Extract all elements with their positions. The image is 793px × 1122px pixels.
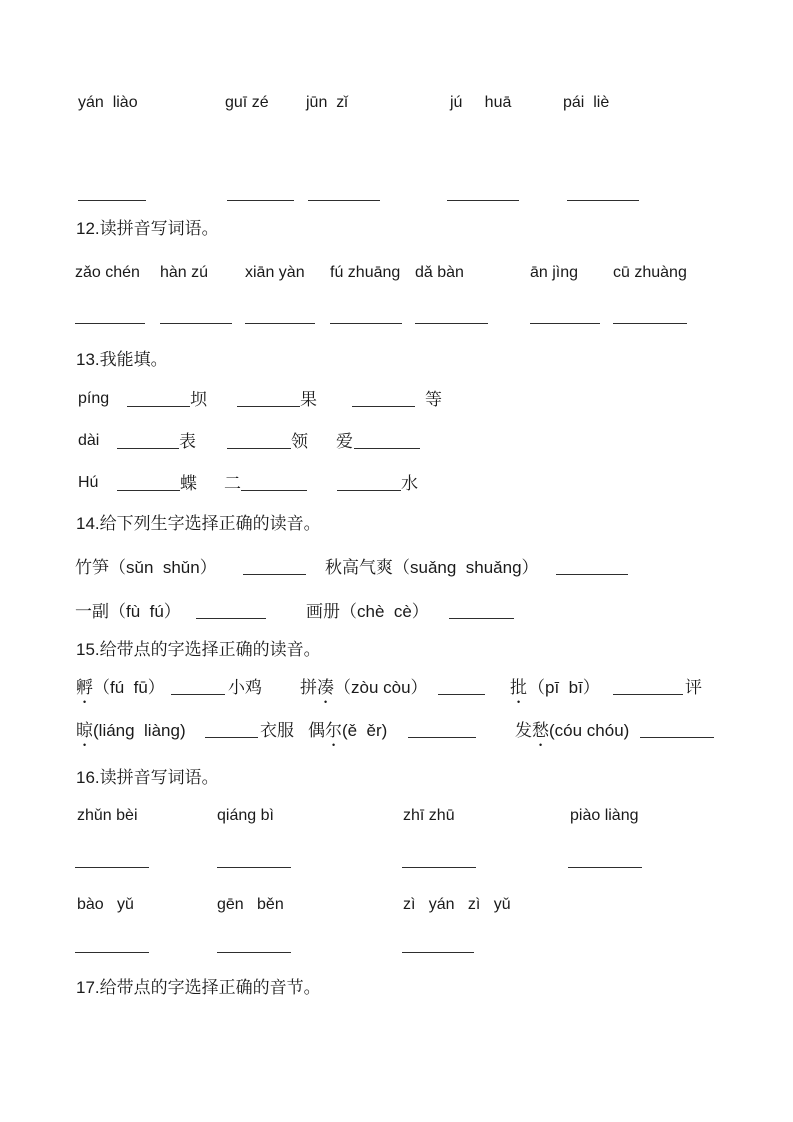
blank-line — [402, 850, 476, 868]
blank-line — [227, 183, 294, 201]
blank-line — [354, 431, 420, 449]
question-17 — [0, 976, 793, 1004]
blank-line — [205, 720, 258, 738]
chinese-char: 表 — [179, 432, 196, 451]
blank-line — [75, 850, 149, 868]
pinyin-choices: （zòu còu） — [334, 678, 428, 697]
pinyin-word: guī zé — [225, 94, 269, 111]
blank-line — [530, 306, 600, 324]
blank-line — [352, 389, 415, 407]
question-title: 16.读拼音写词语。 — [76, 768, 219, 787]
dotted-char: 批 — [510, 678, 527, 697]
chinese-char: 坝 — [190, 390, 207, 409]
pinyin-word: fú zhuāng — [330, 264, 401, 281]
pinyin-word: zì yán zì yǔ — [403, 896, 511, 913]
blank-line — [241, 473, 307, 491]
blank-line — [330, 306, 402, 324]
blank-line — [127, 389, 190, 407]
pinyin-word: qiáng bì — [217, 807, 274, 824]
q15-row-1 — [0, 676, 793, 704]
dotted-char: 晾 — [76, 721, 93, 740]
pinyin-word: zhǔn bèi — [77, 807, 138, 824]
blank-line — [613, 677, 683, 695]
question-title: 13.我能填。 — [76, 350, 168, 369]
pinyin-row-top — [0, 92, 793, 120]
blank-line — [217, 850, 291, 868]
blank-line — [556, 557, 628, 575]
dotted-char: 愁 — [532, 721, 549, 740]
pinyin-word: gēn běn — [217, 896, 284, 913]
pinyin-word: jú huā — [450, 94, 512, 111]
dotted-char: 尔 — [325, 721, 342, 740]
question-title: 15.给带点的字选择正确的读音。 — [76, 640, 321, 659]
chinese-char: 蝶 — [180, 474, 197, 493]
question-12 — [0, 217, 793, 245]
question-15 — [0, 638, 793, 666]
word-with-choices: 画册（chè cè） — [306, 602, 429, 621]
word-with-choices: 竹笋（sǔn shǔn） — [75, 558, 217, 577]
pinyin-choices: (cóu chóu) — [549, 721, 630, 740]
blank-line — [308, 183, 380, 201]
chinese-char: 领 — [291, 432, 308, 451]
blank-line — [415, 306, 488, 324]
chinese-char: 果 — [300, 390, 317, 409]
blank-line — [567, 183, 639, 201]
chinese-char: 爱 — [336, 432, 353, 451]
pinyin-syllable: Hú — [78, 474, 99, 491]
pinyin-choices: （fú fū） — [93, 678, 165, 697]
question-14 — [0, 512, 793, 540]
blank-line — [78, 183, 146, 201]
q12-blank-row — [0, 305, 793, 333]
q16-blank-row-1 — [0, 849, 793, 877]
chinese-char: 评 — [685, 678, 702, 697]
blank-line — [447, 183, 519, 201]
chinese-char: 发 — [515, 721, 532, 740]
pinyin-word: bào yǔ — [77, 896, 134, 913]
pinyin-word: ān jìng — [530, 264, 579, 281]
pinyin-choices: (liáng liàng) — [93, 721, 186, 740]
q16-pinyin-row-2 — [0, 894, 793, 922]
blank-line — [75, 306, 145, 324]
q16-pinyin-row-1 — [0, 805, 793, 833]
pinyin-word: xiān yàn — [245, 264, 305, 281]
chinese-char: 拼 — [300, 678, 317, 697]
question-16 — [0, 766, 793, 794]
blank-line — [402, 935, 474, 953]
pinyin-choices: (ě ěr) — [342, 721, 388, 740]
pinyin-choices: （pī bī） — [528, 678, 600, 697]
pinyin-word: cū zhuàng — [613, 264, 687, 281]
dotted-char: 孵 — [76, 678, 93, 697]
q14-row-2 — [0, 600, 793, 628]
word-with-choices: 一副（fù fú） — [75, 602, 181, 621]
blank-line — [237, 389, 300, 407]
dotted-char: 凑 — [317, 678, 334, 697]
blank-line — [245, 306, 315, 324]
blank-line — [196, 601, 266, 619]
blank-line — [171, 677, 225, 695]
pinyin-word: zhī zhū — [403, 807, 455, 824]
pinyin-syllable: dài — [78, 432, 100, 449]
q16-blank-row-2 — [0, 934, 793, 962]
q15-row-2 — [0, 719, 793, 747]
pinyin-syllable: píng — [78, 390, 110, 407]
blank-line — [449, 601, 514, 619]
question-title: 17.给带点的字选择正确的音节。 — [76, 978, 321, 997]
pinyin-word: zǎo chén — [75, 264, 140, 281]
blank-line — [613, 306, 687, 324]
blank-line — [117, 473, 180, 491]
question-title: 14.给下列生字选择正确的读音。 — [76, 514, 321, 533]
question-title: 12.读拼音写词语。 — [76, 219, 219, 238]
blank-line — [243, 557, 306, 575]
blank-line — [337, 473, 401, 491]
q12-pinyin-row — [0, 262, 793, 290]
q14-row-1 — [0, 556, 793, 584]
chinese-char: 偶 — [308, 721, 325, 740]
q13-row-dai — [0, 430, 793, 458]
blank-line — [217, 935, 291, 953]
chinese-char: 二 — [224, 474, 241, 493]
question-13 — [0, 348, 793, 376]
blank-line — [227, 431, 291, 449]
q13-row-hu — [0, 472, 793, 500]
blank-line — [160, 306, 232, 324]
chinese-char: 水 — [401, 474, 418, 493]
pinyin-word: jūn zǐ — [306, 94, 348, 111]
blank-line — [438, 677, 485, 695]
chinese-char: 等 — [425, 390, 442, 409]
blank-line — [568, 850, 642, 868]
pinyin-word: piào liàng — [570, 807, 639, 824]
answer-blank-row — [0, 182, 793, 210]
pinyin-word: hàn zú — [160, 264, 209, 281]
pinyin-word: yán liào — [78, 94, 138, 111]
blank-line — [640, 720, 714, 738]
blank-line — [117, 431, 179, 449]
blank-line — [75, 935, 149, 953]
blank-line — [408, 720, 476, 738]
pinyin-word: dǎ bàn — [415, 264, 464, 281]
pinyin-word: pái liè — [563, 94, 610, 111]
word-with-choices: 秋高气爽（suǎng shuǎng） — [325, 558, 539, 577]
q13-row-ping — [0, 388, 793, 416]
chinese-word: 衣服 — [260, 721, 294, 740]
chinese-word: 小鸡 — [228, 678, 262, 697]
